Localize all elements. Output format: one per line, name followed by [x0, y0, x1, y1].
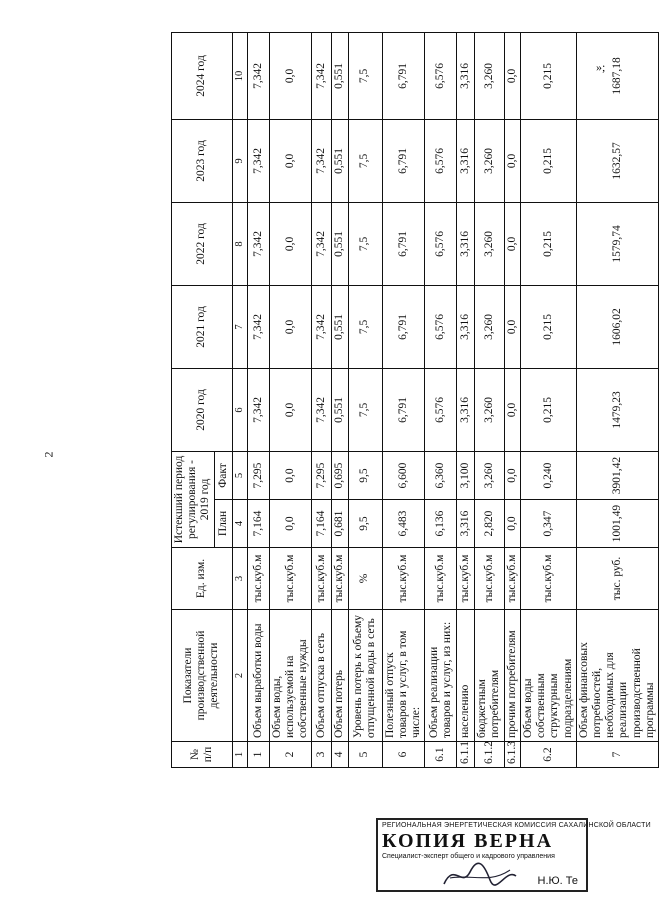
row-year-value: 7,342 — [312, 119, 332, 202]
header-fact: Факт — [214, 451, 232, 499]
row-year-value: 0,215 — [520, 285, 576, 368]
row-fact: 9,5 — [348, 451, 382, 499]
row-year-value: 0,0 — [269, 202, 312, 285]
header-year: 2021 год — [172, 285, 233, 368]
row-name: бюджетным потребителям — [475, 610, 504, 742]
row-year-value: 0,551 — [332, 202, 348, 285]
row-year-value: 6,791 — [382, 119, 425, 202]
row-unit: тыс.куб.м — [457, 548, 475, 610]
header-year: 2024 год — [172, 32, 233, 119]
row-name: Уровень потерь к объему отпущенной воды в сеть — [348, 610, 382, 742]
table-row — [520, 32, 576, 767]
row-year-value: 3,260 — [475, 285, 504, 368]
row-fact: 7,295 — [247, 451, 269, 499]
row-year-value: 3,260 — [475, 202, 504, 285]
header-year: 2022 год — [172, 202, 233, 285]
row-year-value: 3,316 — [457, 368, 475, 451]
table-row — [382, 32, 425, 767]
row-year-value: 0,0 — [269, 119, 312, 202]
table-row — [348, 32, 382, 767]
stamp-title: КОПИЯ ВЕРНА — [382, 830, 554, 852]
row-name: населению — [457, 610, 475, 742]
row-plan: 3,316 — [457, 500, 475, 548]
row-number: 3 — [312, 742, 332, 768]
row-fact: 7,295 — [312, 451, 332, 499]
row-year-value: 0,215 — [520, 368, 576, 451]
row-plan: 7,164 — [312, 500, 332, 548]
row-plan: 1001,49 — [576, 500, 658, 548]
handwritten-signature — [440, 858, 520, 892]
table-row — [312, 32, 332, 767]
row-number: 7 — [576, 742, 658, 768]
row-year-value: 6,791 — [382, 202, 425, 285]
table-row — [269, 32, 312, 767]
row-fact: 0,695 — [332, 451, 348, 499]
table-row — [475, 32, 504, 767]
row-year-value: 7,342 — [247, 285, 269, 368]
col-number: 2 — [232, 610, 247, 742]
col-number: 9 — [232, 119, 247, 202]
table-row — [576, 32, 658, 767]
table-row — [425, 32, 457, 767]
header-indicator: Показатели производственной деятельности — [172, 610, 233, 742]
row-year-value: 1579,74 — [576, 202, 658, 285]
row-plan: 0,0 — [269, 500, 312, 548]
row-year-value: 0,551 — [332, 285, 348, 368]
stamp-name: Н.Ю. Те — [537, 875, 578, 887]
row-year-value: 7,5 — [348, 119, 382, 202]
header-year: 2020 год — [172, 368, 233, 451]
col-number: 3 — [232, 548, 247, 610]
row-year-value: 1479,23 — [576, 368, 658, 451]
table-row — [332, 32, 348, 767]
row-fact: 0,240 — [520, 451, 576, 499]
row-name: Объем финансовых потребностей, необходимых для реализации производственной программы — [576, 610, 658, 742]
row-plan: 9,5 — [348, 500, 382, 548]
header-unit: Ед. изм. — [172, 548, 233, 610]
row-year-value: 3,316 — [457, 32, 475, 119]
header-period: Истекший период регулирования - 2019 год — [172, 451, 215, 547]
row-year-value: 7,342 — [247, 368, 269, 451]
stamp-position: Специалист-эксперт общего и кадрового управления — [382, 853, 555, 860]
row-year-value: 0,0 — [269, 32, 312, 119]
col-number: 4 — [232, 500, 247, 548]
row-number: 6.1.3 — [504, 742, 520, 768]
header-num: № п/п — [172, 742, 233, 768]
row-unit: тыс.куб.м — [332, 548, 348, 610]
row-year-value: 6,576 — [425, 285, 457, 368]
row-unit: тыс.куб.м — [382, 548, 425, 610]
row-number: 1 — [247, 742, 269, 768]
row-unit: тыс.куб.м — [247, 548, 269, 610]
row-year-value: 7,342 — [247, 32, 269, 119]
row-year-value: 0,215 — [520, 32, 576, 119]
production-indicators-table — [171, 32, 659, 768]
row-name: Объем выработки воды — [247, 610, 269, 742]
row-fact: 6,600 — [382, 451, 425, 499]
row-number: 5 — [348, 742, 382, 768]
rotated-table-wrapper — [171, 33, 656, 768]
row-year-value: 6,791 — [382, 285, 425, 368]
row-year-value: 6,576 — [425, 119, 457, 202]
row-number: 6.1.1 — [457, 742, 475, 768]
row-number: 6.2 — [520, 742, 576, 768]
row-fact: 0,0 — [504, 451, 520, 499]
table-row — [457, 32, 475, 767]
row-year-value: 6,576 — [425, 32, 457, 119]
row-plan: 7,164 — [247, 500, 269, 548]
row-year-value: 3,316 — [457, 202, 475, 285]
row-unit: тыс. руб. — [576, 548, 658, 610]
row-number: 4 — [332, 742, 348, 768]
row-year-value: 0,0 — [504, 32, 520, 119]
row-year-value: 1606,02 — [576, 285, 658, 368]
row-name: прочим потребителям — [504, 610, 520, 742]
row-number: 6.1.2 — [475, 742, 504, 768]
page-number: 2 — [41, 451, 56, 458]
row-year-value: 0,215 — [520, 202, 576, 285]
row-year-value: 6,576 — [425, 202, 457, 285]
row-number: 2 — [269, 742, 312, 768]
row-year-value: 1632,57 — [576, 119, 658, 202]
row-year-value: 7,5 — [348, 285, 382, 368]
row-unit: тыс.куб.м — [425, 548, 457, 610]
row-unit: тыс.куб.м — [312, 548, 332, 610]
row-year-value: 0,0 — [269, 285, 312, 368]
header-year: 2023 год — [172, 119, 233, 202]
header-plan: План — [214, 500, 232, 548]
row-name: Объем воды, используемой на собственные нужды — [269, 610, 312, 742]
row-year-value: 1687,18 — [576, 32, 658, 119]
row-unit: тыс.куб.м — [475, 548, 504, 610]
row-plan: 0,0 — [504, 500, 520, 548]
row-unit: тыс.куб.м — [269, 548, 312, 610]
row-name: Полезный отпуск товаров и услуг, в том числе: — [382, 610, 425, 742]
col-number: 6 — [232, 368, 247, 451]
row-year-value: 6,791 — [382, 368, 425, 451]
row-name: Объем отпуска в сеть — [312, 610, 332, 742]
row-year-value: 3,260 — [475, 119, 504, 202]
col-number: 7 — [232, 285, 247, 368]
row-year-value: 7,342 — [312, 202, 332, 285]
row-year-value: 0,0 — [269, 368, 312, 451]
row-plan: 2,820 — [475, 500, 504, 548]
stamp-organization: РЕГИОНАЛЬНАЯ ЭНЕРГЕТИЧЕСКАЯ КОМИССИЯ САХАЛИНСКОЙ ОБЛАСТИ — [382, 822, 651, 829]
row-year-value: 7,342 — [247, 202, 269, 285]
table-row — [247, 32, 269, 767]
row-year-value: 3,260 — [475, 368, 504, 451]
col-number: 8 — [232, 202, 247, 285]
row-year-value: 7,342 — [312, 368, 332, 451]
row-fact: 3,100 — [457, 451, 475, 499]
row-year-value: 3,316 — [457, 285, 475, 368]
row-plan: 0,347 — [520, 500, 576, 548]
row-year-value: 3,260 — [475, 32, 504, 119]
row-year-value: 0,551 — [332, 119, 348, 202]
row-fact: 3,260 — [475, 451, 504, 499]
row-plan: 0,681 — [332, 500, 348, 548]
row-plan: 6,136 — [425, 500, 457, 548]
row-year-value: 0,551 — [332, 368, 348, 451]
row-year-value: 0,0 — [504, 285, 520, 368]
row-unit: тыс.куб.м — [520, 548, 576, 610]
row-year-value: 0,0 — [504, 368, 520, 451]
row-number: 6.1 — [425, 742, 457, 768]
row-plan: 6,483 — [382, 500, 425, 548]
row-year-value: 0,551 — [332, 32, 348, 119]
table-body — [232, 32, 658, 767]
col-number: 1 — [232, 742, 247, 768]
row-year-value: 7,5 — [348, 32, 382, 119]
row-year-value: 7,5 — [348, 202, 382, 285]
row-name: Объем потерь — [332, 610, 348, 742]
table-row — [504, 32, 520, 767]
row-year-value: 0,215 — [520, 119, 576, 202]
row-name: Объем реализации товаров и услуг, из них: — [425, 610, 457, 742]
row-year-value: 0,0 — [504, 119, 520, 202]
row-fact: 3901,42 — [576, 451, 658, 499]
row-year-value: 6,791 — [382, 32, 425, 119]
row-fact: 0,0 — [269, 451, 312, 499]
row-year-value: 7,342 — [247, 119, 269, 202]
row-year-value: 6,576 — [425, 368, 457, 451]
trailer-quote: »; — [596, 60, 606, 74]
row-number: 6 — [382, 742, 425, 768]
row-year-value: 0,0 — [504, 202, 520, 285]
row-year-value: 3,316 — [457, 119, 475, 202]
row-year-value: 7,342 — [312, 32, 332, 119]
col-number: 10 — [232, 32, 247, 119]
col-number: 5 — [232, 451, 247, 499]
column-number-row — [232, 32, 247, 767]
row-year-value: 7,342 — [312, 285, 332, 368]
row-name: Объем воды собственным структурным подразделениям — [520, 610, 576, 742]
row-year-value: 7,5 — [348, 368, 382, 451]
row-unit: % — [348, 548, 382, 610]
row-unit: тыс.куб.м — [504, 548, 520, 610]
row-fact: 6,360 — [425, 451, 457, 499]
